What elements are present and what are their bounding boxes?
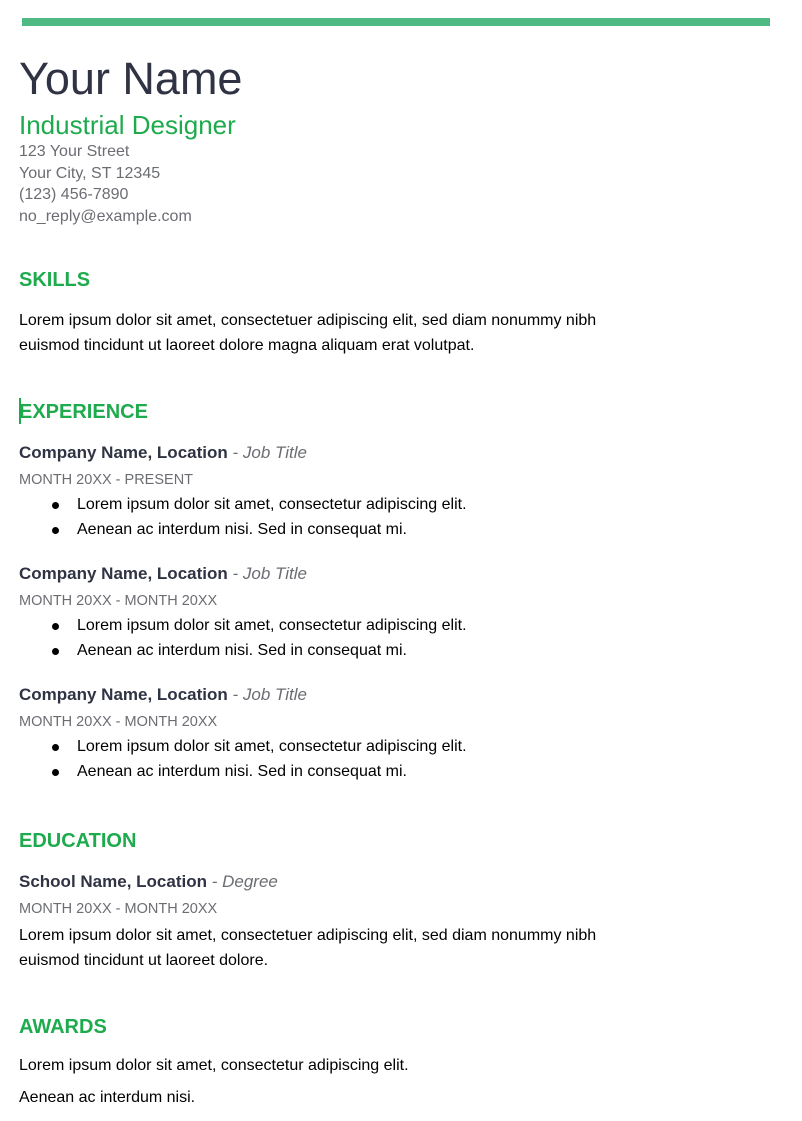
contact-phone[interactable]: (123) 456-7890	[19, 186, 129, 204]
bullet-text: Lorem ipsum dolor sit amet, consectetur adipiscing elit.	[77, 496, 467, 513]
contact-email[interactable]: no_reply@example.com	[19, 208, 192, 226]
top-accent-bar	[22, 18, 770, 26]
list-item[interactable]	[19, 760, 467, 785]
school-name: School Name, Location	[19, 872, 207, 891]
education-header[interactable]	[19, 871, 278, 893]
skills-heading[interactable]: SKILLS	[19, 269, 91, 291]
bullet-text: Lorem ipsum dolor sit amet, consectetur adipiscing elit.	[77, 617, 467, 634]
awards-line-2[interactable]: Aenean ac interdum nisi.	[19, 1089, 196, 1106]
list-item[interactable]	[19, 614, 467, 639]
bullet-text: Aenean ac interdum nisi. Sed in consequat mi.	[77, 641, 407, 659]
education-text[interactable]: Lorem ipsum dolor sit amet, consectetuer adipiscing elit, sed diam nonummy nibh euismod tincidunt ut laoreet dolore.	[19, 927, 597, 969]
bullet-icon	[52, 527, 59, 534]
list-item[interactable]	[19, 639, 467, 664]
job-3-dates[interactable]: MONTH 20XX - MONTH 20XX	[19, 714, 218, 730]
job-1-title: - Job Title	[227, 443, 307, 462]
list-item[interactable]	[19, 735, 467, 760]
job-3-title: - Job Title	[227, 685, 307, 704]
list-item[interactable]	[19, 518, 467, 543]
job-1-dates[interactable]: MONTH 20XX - PRESENT	[19, 472, 194, 488]
contact-block	[19, 141, 192, 228]
job-3-bullets	[19, 735, 467, 784]
contact-street[interactable]: 123 Your Street	[19, 143, 130, 160]
bullet-icon	[52, 623, 59, 630]
bullet-icon	[52, 648, 59, 655]
education-heading[interactable]: EDUCATION	[19, 830, 137, 852]
job-2-title: - Job Title	[227, 564, 307, 583]
resume-title[interactable]: Industrial Designer	[19, 110, 236, 140]
awards-line-1[interactable]: Lorem ipsum dolor sit amet, consectetur adipiscing elit.	[19, 1057, 409, 1074]
job-3-company: Company Name, Location	[19, 685, 228, 704]
bullet-icon	[52, 769, 59, 776]
resume-name[interactable]: Your Name	[19, 53, 243, 104]
skills-text[interactable]: Lorem ipsum dolor sit amet, consectetuer adipiscing elit, sed diam nonummy nibh euismod tincidunt ut laoreet dolore magna aliquam erat volutpat.	[19, 312, 597, 354]
job-3-header[interactable]	[19, 684, 307, 706]
contact-city[interactable]: Your City, ST 12345	[19, 164, 161, 182]
job-2-company: Company Name, Location	[19, 564, 228, 583]
job-1-company: Company Name, Location	[19, 443, 228, 462]
awards-heading[interactable]: AWARDS	[19, 1016, 107, 1038]
education-dates[interactable]: MONTH 20XX - MONTH 20XX	[19, 901, 218, 917]
degree: - Degree	[206, 872, 278, 891]
job-2-header[interactable]	[19, 563, 307, 585]
job-2-bullets	[19, 614, 467, 663]
list-item[interactable]	[19, 493, 467, 518]
bullet-icon	[52, 502, 59, 509]
bullet-text: Aenean ac interdum nisi. Sed in consequat mi.	[77, 762, 407, 780]
bullet-icon	[52, 744, 59, 751]
job-2-dates[interactable]: MONTH 20XX - MONTH 20XX	[19, 593, 218, 609]
job-1-bullets	[19, 493, 467, 542]
bullet-text: Aenean ac interdum nisi. Sed in consequat mi.	[77, 520, 407, 538]
experience-heading[interactable]: EXPERIENCE	[19, 401, 148, 423]
job-1-header[interactable]	[19, 442, 307, 464]
bullet-text: Lorem ipsum dolor sit amet, consectetur adipiscing elit.	[77, 738, 467, 755]
